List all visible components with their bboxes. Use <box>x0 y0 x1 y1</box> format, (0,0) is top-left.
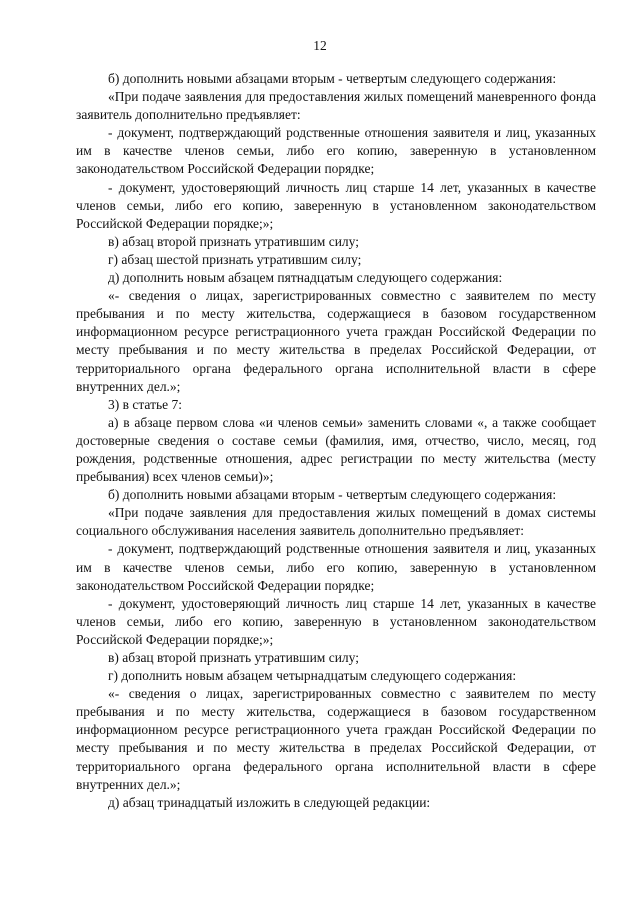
paragraph: «- сведения о лицах, зарегистрированных совместно с заявителем по месту пребывания и по месту жительства, содержащиеся в базовом государственном информационном ресурсе регистрационного учета граждан Российской Федерации по месту пребывания и по месту жительства в пределах Российской Федерации, от территориального органа федерального органа исполнительной власти в сфере внутренних дел.»; <box>76 288 596 394</box>
paragraph: - документ, подтверждающий родственные отношения заявителя и лиц, указанных им в качестве членов семьи, либо его копию, заверенную в установленном законодательством Российской Федерации порядке; <box>76 541 596 593</box>
paragraph: д) абзац тринадцатый изложить в следующей редакции: <box>108 794 431 810</box>
paragraph: б) дополнить новыми абзацами вторым - четвертым следующего содержания: <box>108 487 557 503</box>
paragraph: «При подаче заявления для предоставления жилых помещений в домах системы социального обслуживания населения заявитель дополнительно предъявляет: <box>76 505 596 539</box>
paragraph: - документ, удостоверяющий личность лиц старше 14 лет, указанных в качестве членов семьи, либо его копию, заверенную в установленном законодательством Российской Федерации порядке;»; <box>76 595 596 647</box>
paragraph: в) абзац второй признать утратившим силу; <box>108 650 359 665</box>
paragraph: 3) в статье 7: <box>108 396 182 412</box>
paragraph: г) абзац шестой признать утратившим силу; <box>108 251 362 267</box>
paragraph: - документ, подтверждающий родственные отношения заявителя и лиц, указанных им в качестве членов семьи, либо его копию, заверенную в установленном законодательством Российской Федерации порядке; <box>76 125 596 177</box>
paragraph: в) абзац второй признать утратившим силу; <box>108 233 359 249</box>
paragraph: - документ, удостоверяющий личность лиц старше 14 лет, указанных в качестве членов семьи, либо его копию, заверенную в установленном законодательством Российской Федерации порядке;»; <box>76 179 596 231</box>
paragraph: «При подаче заявления для предоставления жилых помещений маневренного фонда заявитель дополнительно предъявляет: <box>76 89 596 123</box>
document-body <box>76 70 596 812</box>
paragraph: б) дополнить новыми абзацами вторым - четвертым следующего содержания: <box>108 71 557 86</box>
paragraph: «- сведения о лицах, зарегистрированных совместно с заявителем по месту пребывания и по месту жительства, содержащиеся в базовом государственном информационном ресурсе регистрационного учета граждан Российской Федерации по месту пребывания и по месту жительства в пределах Российской Федерации, от территориального органа федерального органа исполнительной власти в сфере внутренних дел.»; <box>76 686 596 792</box>
paragraph: д) дополнить новым абзацем пятнадцатым следующего содержания: <box>108 270 503 286</box>
paragraph: а) в абзаце первом слова «и членов семьи» заменить словами «, а также сообщает достоверные сведения о составе семьи (фамилия, имя, отчество, число, месяц, год рождения, родственные отношения, адрес регистрации по месту жительства (месту пребывания) всех членов семьи)»; <box>76 414 596 485</box>
paragraph: г) дополнить новым абзацем четырнадцатым следующего содержания: <box>108 668 517 684</box>
page-number: 12 <box>313 38 327 53</box>
